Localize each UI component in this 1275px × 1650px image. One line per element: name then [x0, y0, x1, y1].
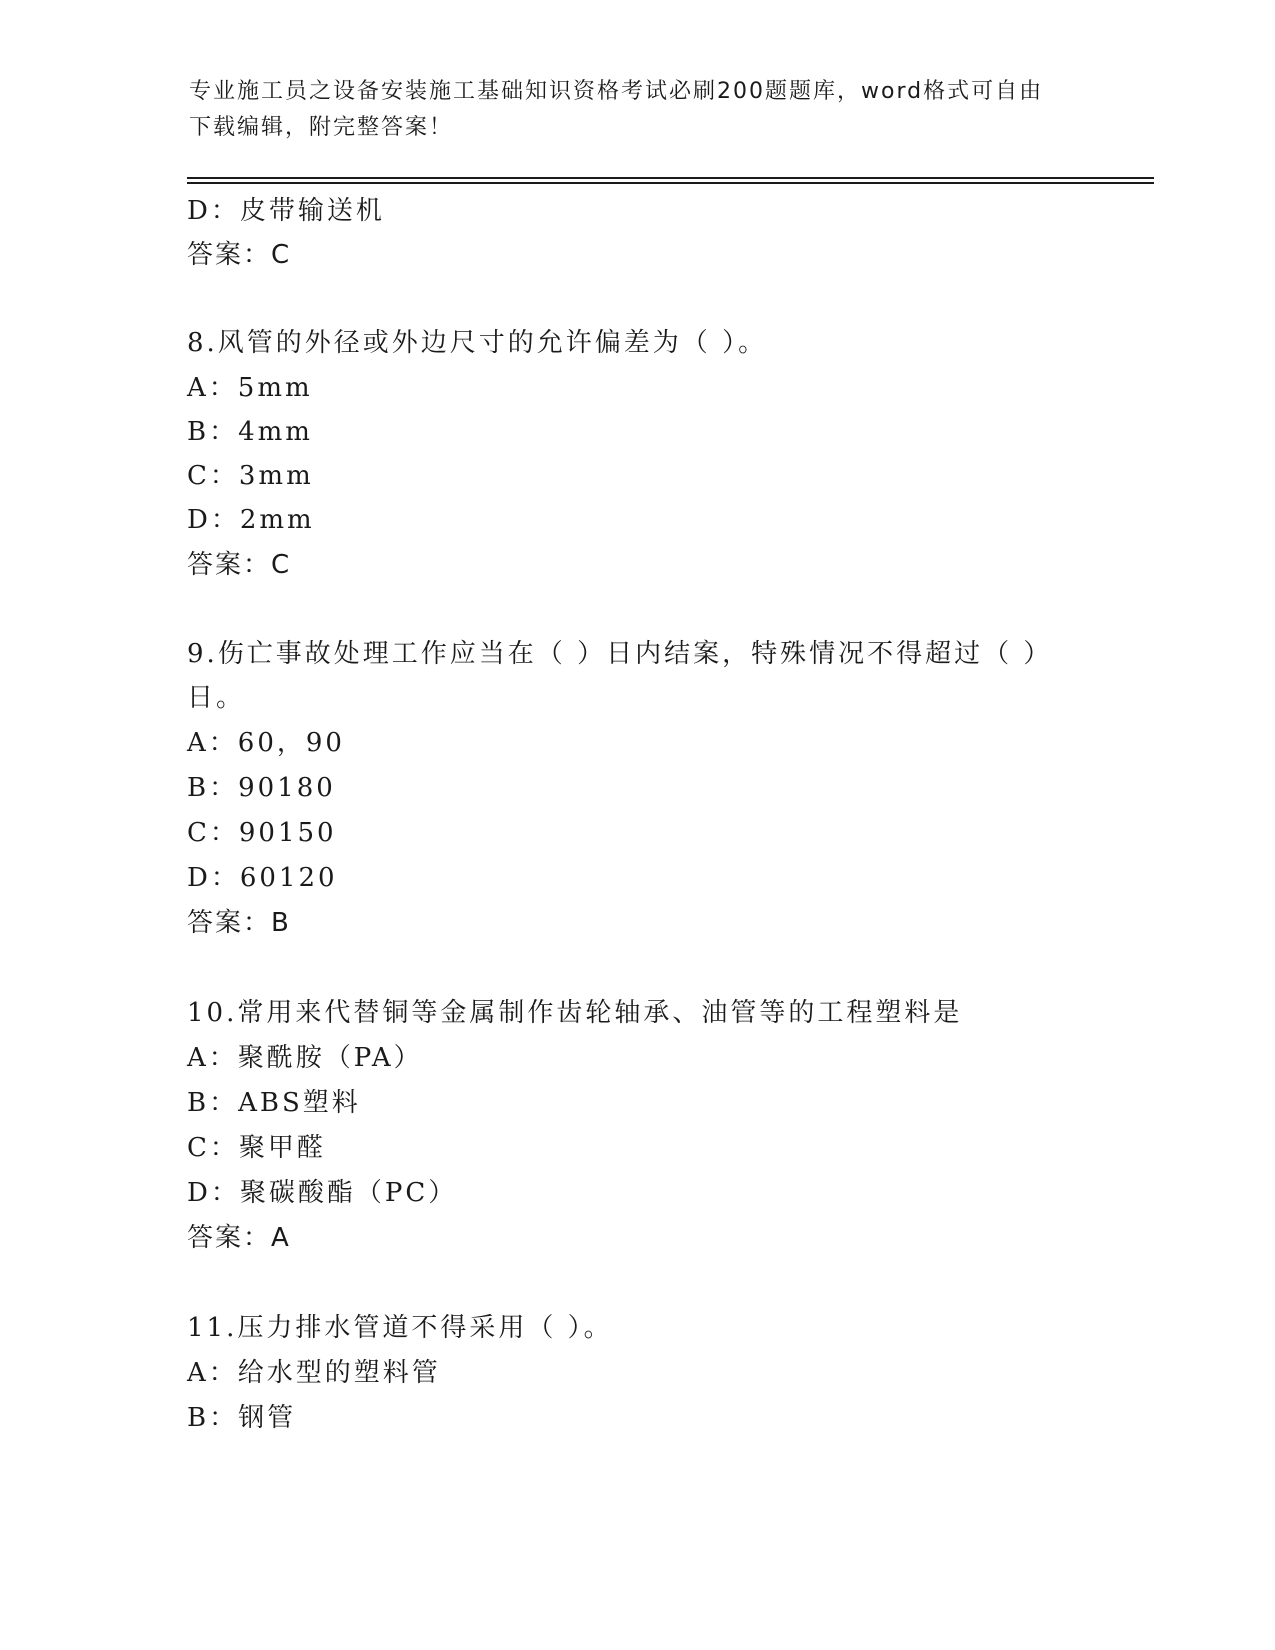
- q7-answer: 答案：C: [187, 240, 292, 270]
- q8-option-c: C：3mm: [187, 461, 314, 491]
- q11-stem: 11.压力排水管道不得采用（ ）。: [187, 1313, 613, 1343]
- q11-option-a: A：给水型的塑料管: [187, 1358, 441, 1388]
- q10-stem: 10.常用来代替铜等金属制作齿轮轴承、油管等的工程塑料是: [187, 998, 963, 1028]
- q8-answer: 答案：C: [187, 550, 292, 580]
- q8-option-d: D：2mm: [187, 505, 315, 535]
- q9-stem-line-2: 日。: [187, 683, 246, 713]
- q9-answer: 答案：B: [187, 908, 291, 938]
- header-line-2: 下载编辑，附完整答案！: [189, 115, 454, 140]
- q10-answer: 答案：A: [187, 1223, 291, 1253]
- header-line-1: 专业施工员之设备安装施工基础知识资格考试必刷200题题库，word格式可自由: [189, 79, 1044, 104]
- q8-stem: 8.风管的外径或外边尺寸的允许偏差为（ ）。: [187, 328, 768, 358]
- q10-option-d: D：聚碳酸酯（PC）: [187, 1178, 458, 1208]
- document-header: [189, 74, 1069, 146]
- q9-option-c: C：90150: [187, 818, 337, 848]
- q7-option-d: D：皮带输送机: [187, 196, 385, 226]
- q9-option-b: B：90180: [187, 773, 336, 803]
- q9-option-a: A：60，90: [187, 728, 345, 758]
- q8-option-b: B：4mm: [187, 417, 313, 447]
- q10-option-a: A：聚酰胺（PA）: [187, 1043, 423, 1073]
- q10-option-c: C：聚甲醛: [187, 1133, 326, 1163]
- q9-option-d: D：60120: [187, 863, 338, 893]
- q10-option-b: B：ABS塑料: [187, 1088, 361, 1118]
- q9-stem-line-1: 9.伤亡事故处理工作应当在（ ）日内结案，特殊情况不得超过（ ）: [187, 639, 1053, 669]
- header-divider-bottom: [187, 182, 1154, 184]
- q11-option-b: B：钢管: [187, 1403, 297, 1433]
- header-divider-top: [187, 177, 1154, 179]
- q8-option-a: A：5mm: [187, 373, 313, 403]
